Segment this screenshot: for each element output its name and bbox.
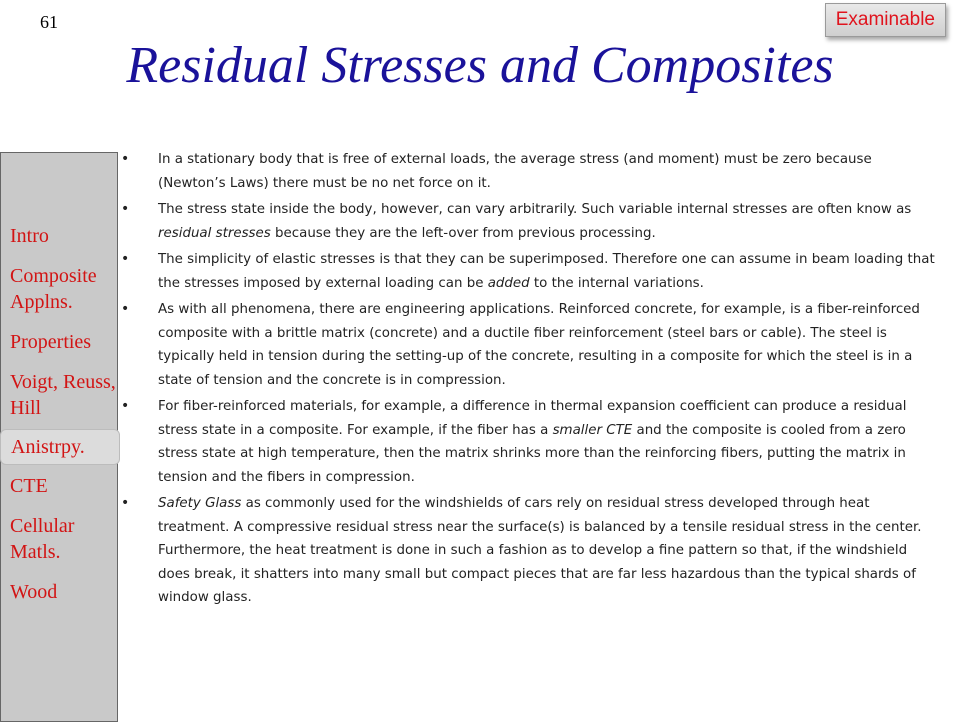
bullet-item — [118, 248, 940, 295]
slide-number: 61 — [40, 12, 58, 32]
sidebar-item-anistrpy[interactable]: Anistrpy. — [0, 429, 120, 465]
bullet-item — [118, 395, 940, 489]
bullet-text: In a stationary body that is free of external loads, the average stress (and moment) must be zero because (Newton’s Laws) there must be no net force on it. — [158, 152, 872, 191]
bullet-text: As with all phenomena, there are engineering applications. Reinforced concrete, for example, is a fiber-reinforced composite with a brittle matrix (concrete) and a ductile fiber reinforcement (steel bars or cable). The steel is typically held in tension during the setting-up of the concrete, resulting in a composite for which the steel is in a state of tension and the concrete is in compression. — [158, 302, 920, 388]
bullet-text: to the internal variations. — [529, 275, 704, 291]
bullet-text: because they are the left-over from previous processing. — [270, 225, 656, 241]
bullet-item — [118, 198, 940, 245]
emphasis-text: smaller CTE — [552, 422, 633, 438]
sidebar-item-properties[interactable]: Properties — [10, 331, 92, 353]
bullet-text: and the composite is cooled from a zero stress state at high temperature, then the matrix shrinks more than the reinforcing fibers, putting the matrix in tension and the fibers in compression. — [158, 422, 906, 485]
sidebar-nav — [1, 153, 117, 605]
emphasis-text: Safety Glass — [158, 496, 242, 511]
sidebar-item-wood[interactable]: Wood — [10, 581, 58, 603]
sidebar-item-cellular-matls[interactable]: Cellular Matls. — [10, 515, 75, 563]
bullet-item — [118, 492, 940, 610]
sidebar-item-cte[interactable]: CTE — [10, 475, 48, 497]
sidebar-item-intro[interactable]: Intro — [10, 225, 49, 247]
emphasis-text: added — [487, 275, 530, 291]
examinable-badge: Examinable — [825, 3, 946, 37]
bullet-text: as commonly used for the windshields of cars rely on residual stress developed through heat treatment. A compressive residual stress near the surface(s) is balanced by a tensile residual stress in the center. Furthermore, the heat treatment is done in such a fashion as to develop a fine pattern so that, if the windshield does break, it shatters into many small but compact pieces that are far less hazardous than the typical shards of window glass. — [158, 496, 922, 605]
sidebar-item-voigt-reuss-hill[interactable]: Voigt, Reuss, Hill — [10, 371, 116, 419]
sidebar-item-composite-applns[interactable]: Composite Applns. — [10, 265, 97, 313]
emphasis-text: residual stresses — [158, 225, 271, 241]
bullet-text: The stress state inside the body, however, can vary arbitrarily. Such variable internal stresses are often know as — [158, 202, 912, 217]
bullet-text: For fiber-reinforced materials, for example, a difference in thermal expansion coefficient can produce a residual stress state in a composite. For example, if the fiber has a — [158, 399, 907, 438]
bullet-list — [118, 148, 940, 613]
bullet-item — [118, 148, 940, 195]
sidebar — [0, 152, 118, 722]
slide-title: Residual Stresses and Composites — [126, 37, 834, 94]
bullet-item — [118, 298, 940, 392]
bullet-text: The simplicity of elastic stresses is that they can be superimposed. Therefore one can assume in beam loading that the stresses imposed by external loading can be — [158, 252, 935, 291]
